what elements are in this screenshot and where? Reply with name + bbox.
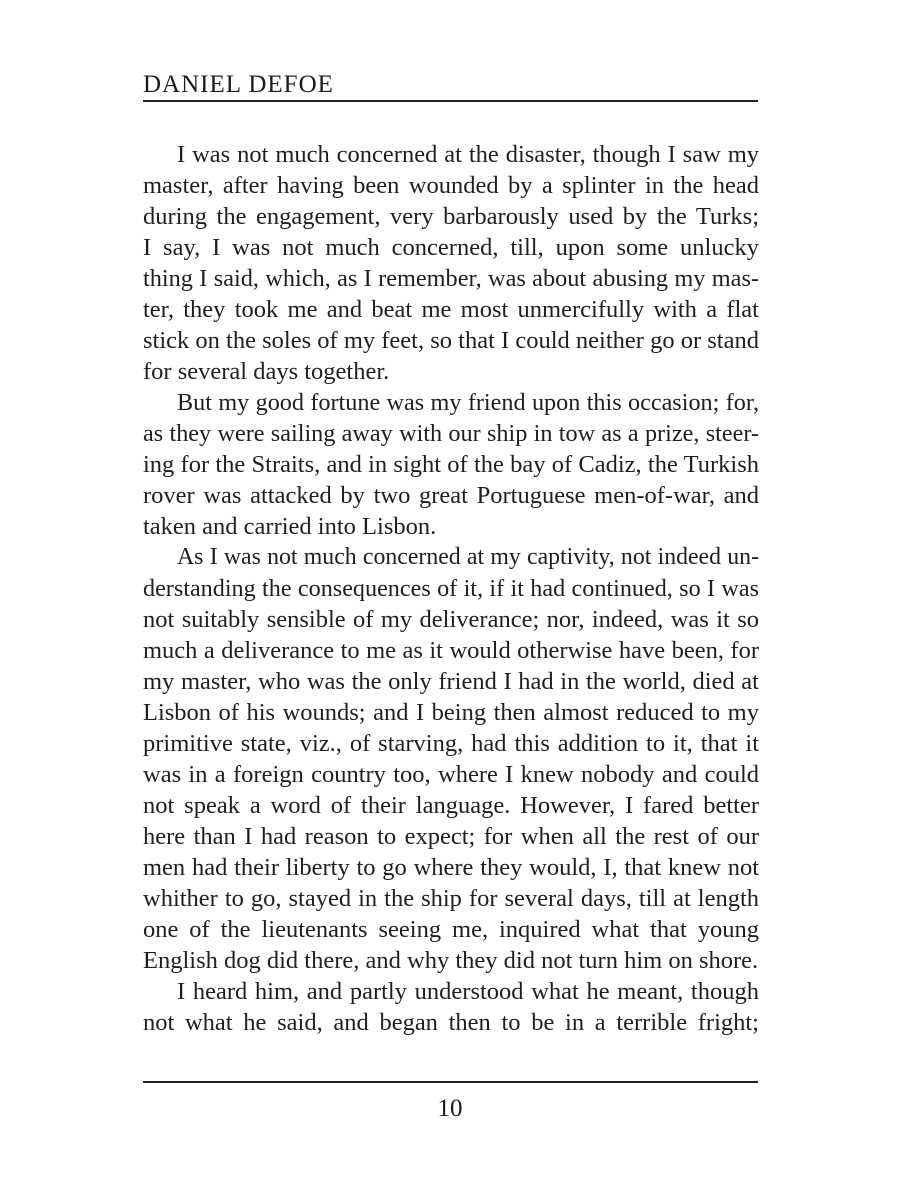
text-line: not speak a word of their language. However, I fared better (143, 792, 759, 819)
text-line: ter, they took me and beat me most unmercifully with a flat (143, 296, 759, 323)
text-line: not what he said, and began then to be in a terrible fright; (143, 1009, 759, 1036)
text-line: thing I said, which, as I remember, was about abusing my mas- (143, 265, 759, 292)
text-line: ing for the Straits, and in sight of the bay of Cadiz, the Turkish (143, 451, 759, 478)
text-line: my master, who was the only friend I had in the world, died at (143, 668, 759, 695)
text-line: not suitably sensible of my deliverance; nor, indeed, was it so (143, 606, 759, 633)
text-line: I say, I was not much concerned, till, upon some unlucky (143, 234, 759, 261)
page-number: 10 (437, 1095, 463, 1122)
text-line: I was not much concerned at the disaster, though I saw my (177, 141, 759, 168)
text-line: one of the lieutenants seeing me, inquired what that young (143, 916, 759, 943)
text-line: men had their liberty to go where they would, I, that knew not (143, 854, 759, 881)
footer-rule (143, 1081, 758, 1083)
text-line: But my good fortune was my friend upon this occasion; for, (177, 389, 759, 416)
text-line: during the engagement, very barbarously used by the Turks; (143, 203, 759, 230)
text-line: was in a foreign country too, where I knew nobody and could (143, 761, 759, 788)
text-line: I heard him, and partly understood what he meant, though (177, 978, 759, 1005)
text-line: English dog did there, and why they did not turn him on shore. (143, 947, 759, 974)
text-line: primitive state, viz., of starving, had this addition to it, that it (143, 730, 759, 757)
header-rule (143, 100, 758, 102)
text-line: master, after having been wounded by a splinter in the head (143, 172, 759, 199)
body-text (143, 139, 759, 1038)
text-line: Lisbon of his wounds; and I being then almost reduced to my (143, 699, 759, 726)
text-line: whither to go, stayed in the ship for several days, till at length (143, 885, 759, 912)
text-line: derstanding the consequences of it, if it had continued, so I was (143, 575, 759, 602)
text-line: much a deliverance to me as it would otherwise have been, for (143, 637, 759, 664)
text-line: for several days together. (143, 358, 390, 385)
text-line: rover was attacked by two great Portuguese men-of-war, and (143, 482, 759, 509)
text-line: stick on the soles of my feet, so that I could neither go or stand (143, 327, 759, 354)
running-head-author: DANIEL DEFOE (143, 71, 334, 98)
text-line: here than I had reason to expect; for when all the rest of our (143, 823, 759, 850)
text-line: as they were sailing away with our ship in tow as a prize, steer- (143, 420, 759, 447)
text-line: As I was not much concerned at my captivity, not indeed un- (177, 544, 759, 570)
text-line: taken and carried into Lisbon. (143, 513, 437, 540)
